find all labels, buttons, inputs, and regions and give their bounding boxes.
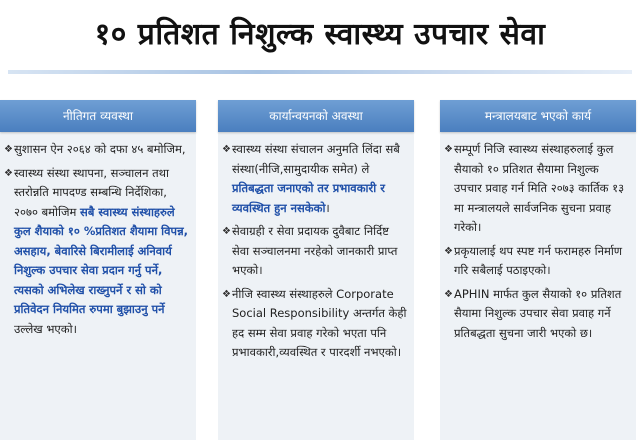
highlighted-text: सबै स्वास्थ्य संस्थाहरुले — [80, 204, 175, 219]
item-text: सम्पूर्ण निजि स्वास्थ्य संस्थाहरुलाई कुल सैयाको १० प्रतिशत सैयामा निशुल्क उपचार प्रवाह गर्न मिति २०७३ कार्तिक १३ मा मन्त्रालयले सार्वजनिक सुचना प्रवाह गरेको। — [454, 142, 625, 234]
item-text: सुशासन ऐन २०६४ को दफा ४५ बमोजिम, — [14, 142, 186, 156]
bullet-icon: ❖ — [444, 288, 453, 300]
bullet-item — [4, 140, 190, 160]
bullet-item — [444, 285, 630, 344]
column-ministry-actions — [440, 100, 636, 440]
bullet-icon: ❖ — [4, 144, 13, 155]
bullet-icon: ❖ — [222, 226, 231, 237]
column-body — [218, 140, 414, 440]
item-text: प्रकृयालाई थप स्पष्ट गर्न फरामहरु निर्माण गरि सबैलाई पठाइएको। — [454, 243, 623, 277]
column-implementation — [218, 100, 414, 440]
item-text: स्वास्थ्य संस्था स्थापना, सञ्चालन तथा स्तरोन्नति मापदण्ड सम्बन्धि निर्देशिका, २०७० बमोजिम — [14, 165, 169, 219]
highlighted-text: प्रतिबद्धता जनाएको तर प्रभावकारी र व्यवस्थित हुन नसकेको — [232, 181, 385, 215]
bullet-item — [222, 285, 408, 363]
column-policy — [0, 100, 196, 440]
column-body — [440, 140, 636, 440]
item-text: सेवाग्रही र सेवा प्रदायक दुवैबाट निर्दिष्ट सेवा सञ्चालनमा नरहेको जानकारी प्राप्त भएको। — [232, 224, 398, 277]
slide-title: १० प्रतिशत निशुल्क स्वास्थ्य उपचार सेवा — [94, 17, 546, 52]
bullet-icon: ❖ — [444, 144, 453, 155]
bullet-item — [4, 164, 190, 340]
bullet-icon: ❖ — [222, 144, 231, 155]
bullet-item — [444, 140, 630, 238]
bullet-icon: ❖ — [444, 245, 453, 257]
column-header: कार्यान्वयनको अवस्था — [218, 100, 414, 132]
item-text: उल्लेख भएको। — [14, 321, 77, 336]
column-body — [0, 140, 196, 440]
item-text: नीजि स्वास्थ्य संस्थाहरुले Corporate Social Responsibility अन्तर्गत केही हद सम्म सेवा प्रवाह गरेको भएता पनि प्रभावकारी,व्यवस्थित र पारदर्शी नभएको। — [232, 286, 407, 359]
column-header: नीतिगत व्यवस्था — [0, 100, 196, 132]
item-text: APHIN मार्फत कुल सैयाको १० प्रतिशत सैयामा निशुल्क उपचार सेवा प्रवाह गर्ने प्रतिबद्धता सुचना जारी भएको छ। — [454, 286, 622, 340]
column-header: मन्त्रालयबाट भएको कार्य — [440, 100, 636, 132]
item-text: । — [325, 200, 330, 215]
bullet-item — [444, 242, 630, 281]
item-text: स्वास्थ्य संस्था संचालन अनुमति लिंदा सबै संस्था(नीजि,सामुदायीक समेत) ले — [232, 142, 400, 176]
bullet-icon: ❖ — [4, 167, 13, 179]
bullet-icon: ❖ — [222, 288, 231, 300]
bullet-item — [222, 140, 408, 218]
title-underline — [8, 70, 632, 74]
highlighted-text: कुल शैयाको १० %प्रतिशत शैयामा विपन्न, असहाय, बेवारिसे बिरामीलाई अनिवार्य निशुल्क उपचार सेवा प्रदान गर्नु पर्ने, त्यसको अभिलेख राख्नुपर्ने र सो को प्रतिवेदन नियमित रुपमा बुझाउनु पर्ने — [14, 224, 189, 316]
bullet-item — [222, 222, 408, 281]
